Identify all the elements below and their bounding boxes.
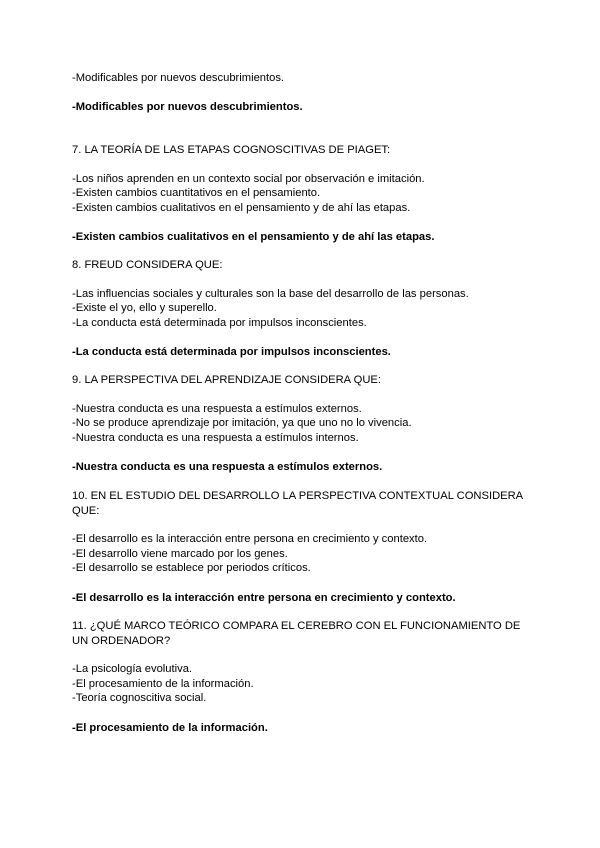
option-item: -Nuestra conducta es una respuesta a estímulos internos. [72,431,359,444]
option-item: -Existen cambios cuantitativos en el pensamiento. [72,187,321,200]
option-list [72,532,532,576]
question-7 [72,143,532,258]
option-item: -La psicología evolutiva. [72,663,193,676]
answer-text: -La conducta está determinada por impulsos inconscientes. [72,346,391,359]
option-item: -Existe el yo, ello y superello. [72,302,217,315]
option-item: -El desarrollo es la interacción entre persona en crecimiento y contexto. [72,533,428,546]
question-10 [72,489,532,619]
answer-text: -El desarrollo es la interacción entre persona en crecimiento y contexto. [72,591,456,604]
question-title: 9. LA PERSPECTIVA DEL APRENDIZAJE CONSIDERA QUE: [72,374,381,386]
option-list [72,662,532,706]
question-title: 8. FREUD CONSIDERA QUE: [72,259,223,271]
lead-answer: -Modificables por nuevos descubrimientos. [72,100,303,113]
document-content [72,71,532,749]
option-item: -Existen cambios cualitativos en el pensamiento y de ahí las etapas. [72,201,411,214]
option-list [72,402,532,446]
answer-text: -El procesamiento de la información. [72,721,268,734]
option-item: -Las influencias sociales y culturales son la base del desarrollo de las personas. [72,287,469,300]
option-item: -El desarrollo se establece por periodos críticos. [72,562,311,575]
option-item: -Nuestra conducta es una respuesta a estímulos externos. [72,402,362,415]
question-11 [72,619,532,749]
option-item: -El desarrollo viene marcado por los genes. [72,547,288,560]
answer-text: -Nuestra conducta es una respuesta a estímulos externos. [72,461,383,474]
option-list [72,172,532,216]
lead-block [72,71,532,143]
question-9 [72,373,532,489]
question-title: 10. EN EL ESTUDIO DEL DESARROLLO LA PERSPECTIVA CONTEXTUAL CONSIDERA QUE: [72,490,523,517]
question-title: 7. LA TEORÍA DE LAS ETAPAS COGNOSCITIVAS DE PIAGET: [72,144,391,156]
answer-text: -Existen cambios cualitativos en el pensamiento y de ahí las etapas. [72,231,435,244]
lead-option: -Modificables por nuevos descubrimientos. [72,72,285,84]
question-8 [72,258,532,373]
option-item: -Los niños aprenden en un contexto social por observación e imitación. [72,172,425,185]
question-title: 11. ¿QUÉ MARCO TEÓRICO COMPARA EL CEREBRO CON EL FUNCIONAMIENTO DE UN ORDENADOR? [72,620,521,647]
option-item: -Teoría cognoscitiva social. [72,692,207,705]
option-item: -No se produce aprendizaje por imitación, ya que uno no lo vivencia. [72,417,412,430]
option-item: -El procesamiento de la información. [72,677,254,690]
option-list [72,287,532,331]
option-item: -La conducta está determinada por impulsos inconscientes. [72,316,367,329]
